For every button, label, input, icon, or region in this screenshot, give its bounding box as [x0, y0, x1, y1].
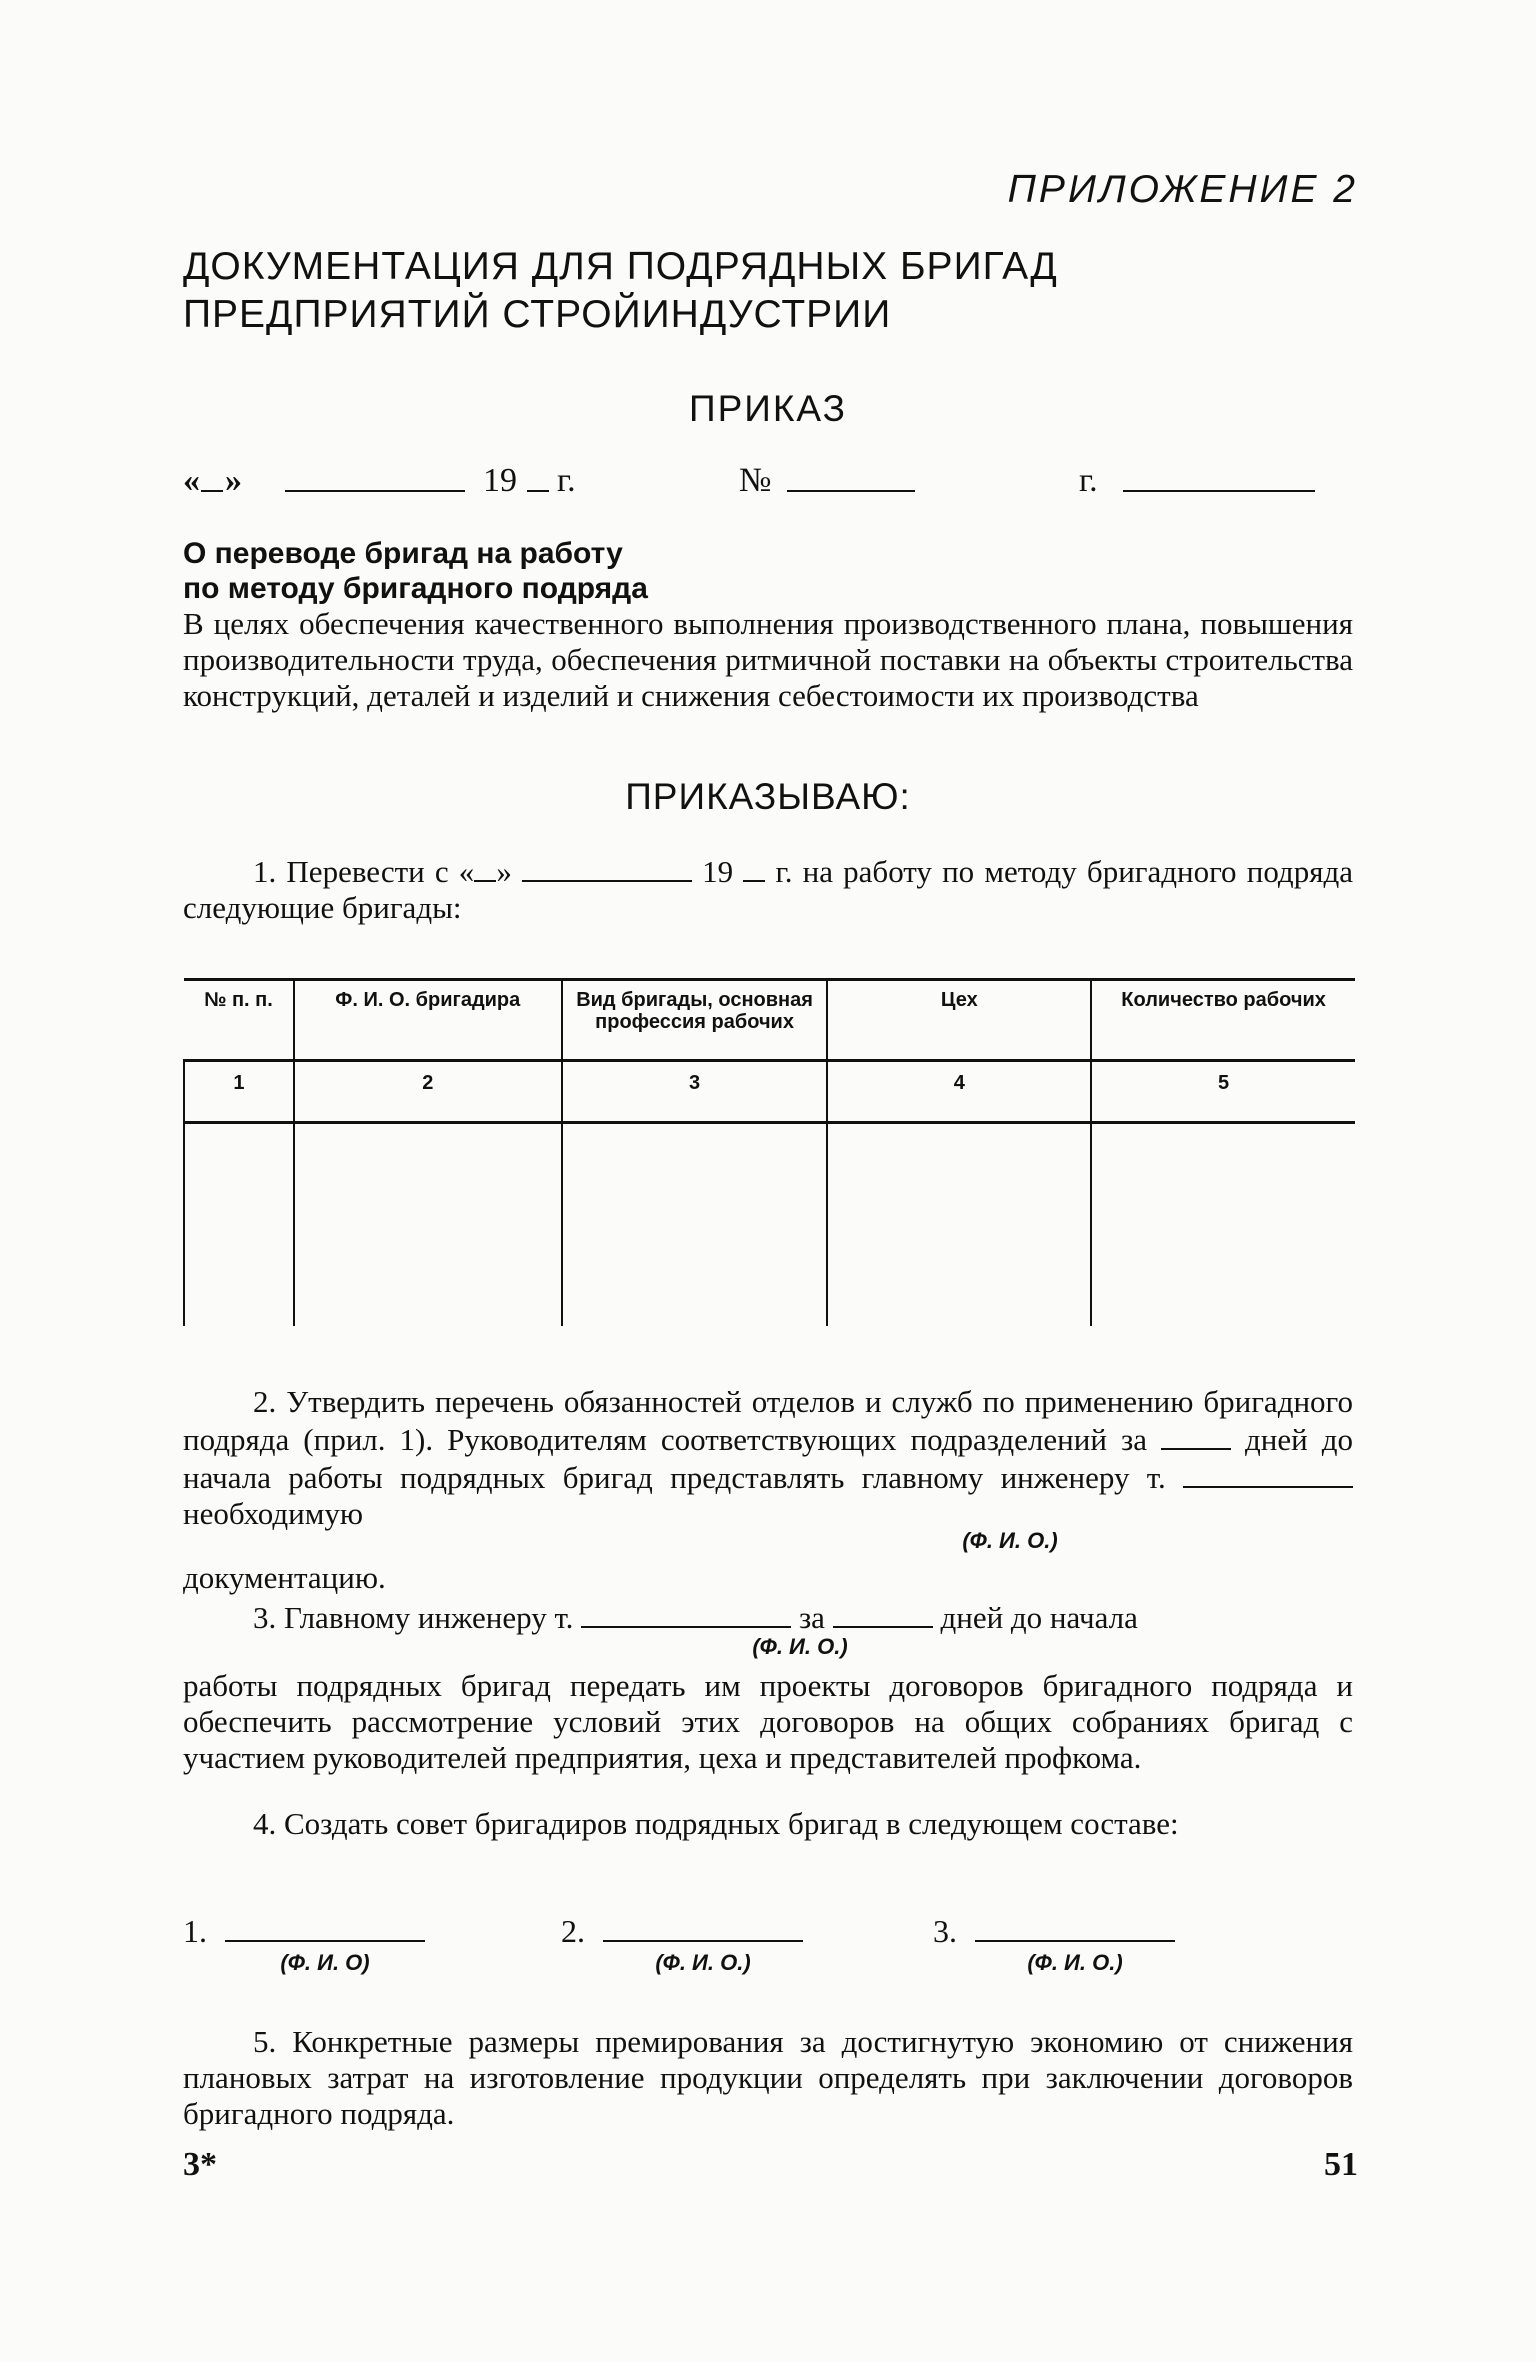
column-number-row	[184, 1061, 1355, 1123]
council-num: 2.	[561, 1913, 585, 1949]
order-dateline	[183, 462, 1353, 506]
year-blank	[527, 462, 549, 492]
item-1-text-d: г. на работу по методу бригадного подряда следующие бригады:	[183, 854, 1353, 925]
item-3-text-c: дней до начала	[940, 1600, 1138, 1635]
blank-cell	[827, 1123, 1091, 1327]
day-blank	[201, 462, 223, 492]
item-1-day-blank	[474, 852, 496, 882]
council-member-3	[933, 1912, 1175, 1976]
page-number: 51	[1324, 2146, 1358, 2183]
item-2-text-a: 2. Утвердить перечень обязанностей отделов и служб по применению бригадного подряда (прил. 1). Руководителям соответствующих подразделений за	[183, 1384, 1353, 1457]
order-subject	[183, 536, 648, 606]
header-worker-count: Количество рабочих	[1091, 980, 1355, 1061]
item-1-year-blank	[743, 852, 765, 882]
month-blank	[285, 462, 465, 492]
table-header-row	[184, 980, 1355, 1061]
item-2-text-c: необходимую	[183, 1496, 364, 1531]
council-name-blank	[603, 1912, 803, 1942]
item-1-month-blank	[522, 852, 692, 882]
council-name-blank	[225, 1912, 425, 1942]
prikazyvayu-heading: ПРИКАЗЫВАЮ:	[625, 776, 911, 817]
council-member-2	[561, 1912, 803, 1976]
item-1	[183, 852, 1353, 926]
council-fio-caption: (Ф. И. О.)	[1027, 1950, 1123, 1975]
subject-line-1: О переводе бригад на работу	[183, 537, 623, 570]
council-name-blank	[975, 1912, 1175, 1942]
item-1-year: 19	[702, 854, 734, 889]
item-5: 5. Конкретные размеры премирования за достигнутую экономию от снижения плановых затрат на изготовление продукции определять при заключении договоров бригадного подряда.	[183, 2024, 1353, 2131]
item-3-text-b: за	[798, 1600, 825, 1635]
item-2-text-d: документацию.	[183, 1560, 386, 1595]
blank-cell	[1091, 1123, 1355, 1327]
item-3-fio-caption: (Ф. И. О.)	[752, 1634, 848, 1659]
item-3-days-blank	[833, 1598, 933, 1628]
header-workshop: Цех	[827, 980, 1091, 1061]
item-2-engineer-blank	[1183, 1458, 1353, 1488]
item-2-days-blank	[1161, 1420, 1231, 1450]
column-number: 5	[1091, 1061, 1355, 1123]
signature-mark: 3*	[183, 2146, 217, 2183]
year-suffix: г.	[557, 462, 576, 499]
number-blank	[787, 462, 915, 492]
city-prefix: г.	[1079, 462, 1098, 499]
header-number: № п. п.	[204, 989, 273, 1011]
order-title: ПРИКАЗ	[688, 388, 848, 429]
heading-line-1: ДОКУМЕНТАЦИЯ ДЛЯ ПОДРЯДНЫХ БРИГАД	[183, 245, 1058, 288]
appendix-label: ПРИЛОЖЕНИЕ 2	[1007, 168, 1358, 211]
column-number: 4	[827, 1061, 1091, 1123]
council-list	[183, 1912, 1353, 2002]
item-3-text-a: 3. Главному инженеру т.	[253, 1600, 574, 1635]
item-3-engineer-blank	[581, 1598, 791, 1628]
heading-line-2: ПРЕДПРИЯТИЙ СТРОЙИНДУСТРИИ	[183, 293, 892, 336]
document-heading	[183, 243, 1058, 339]
item-1-text-b: »	[496, 854, 512, 889]
column-number: 3	[562, 1061, 828, 1123]
date-quote-close: »	[225, 462, 242, 499]
item-2	[183, 1384, 1353, 1532]
column-number: 2	[294, 1061, 562, 1123]
number-sign: №	[739, 462, 772, 499]
item-4: 4. Создать совет бригадиров подрядных бригад в следующем составе:	[253, 1806, 1179, 1841]
item-2-text-b: дней до начала работы подрядных бригад представлять главному инженеру т.	[183, 1422, 1354, 1495]
date-quote-open: «	[183, 462, 200, 499]
council-fio-caption: (Ф. И. О.)	[655, 1950, 751, 1975]
header-foreman-name: Ф. И. О. бригадира	[294, 980, 562, 1061]
item-3-line-1	[183, 1598, 1353, 1636]
blank-cell	[562, 1123, 828, 1327]
year-prefix: 19	[483, 462, 517, 499]
intro-paragraph: В целях обеспечения качественного выполнения производственного плана, повышения производительности труда, обеспечения ритмичной поставки на объекты строительства конструкций, деталей и изделий и снижения себестоимости их производства	[183, 606, 1353, 713]
column-number: 1	[184, 1061, 294, 1123]
council-num: 3.	[933, 1913, 957, 1949]
header-brigade-type: Вид бригады, основная профессия рабочих	[562, 980, 828, 1061]
item-2-fio-caption: (Ф. И. О.)	[962, 1528, 1058, 1553]
brigade-table	[183, 978, 1355, 1326]
blank-cell	[294, 1123, 562, 1327]
subject-line-2: по методу бригадного подряда	[183, 572, 648, 605]
table-blank-row	[184, 1123, 1355, 1327]
council-fio-caption: (Ф. И. О)	[280, 1950, 370, 1975]
council-num: 1.	[183, 1913, 207, 1949]
blank-cell	[184, 1123, 294, 1327]
council-member-1	[183, 1912, 425, 1976]
item-3-text-d: работы подрядных бригад передать им проекты договоров бригадного подряда и обеспечить рассмотрение условий этих договоров на общих собраниях бригад с участием руководителей предприятия, цеха и представителей профкома.	[183, 1668, 1353, 1775]
item-1-text-a: 1. Перевести с «	[253, 854, 475, 889]
city-blank	[1123, 462, 1315, 492]
